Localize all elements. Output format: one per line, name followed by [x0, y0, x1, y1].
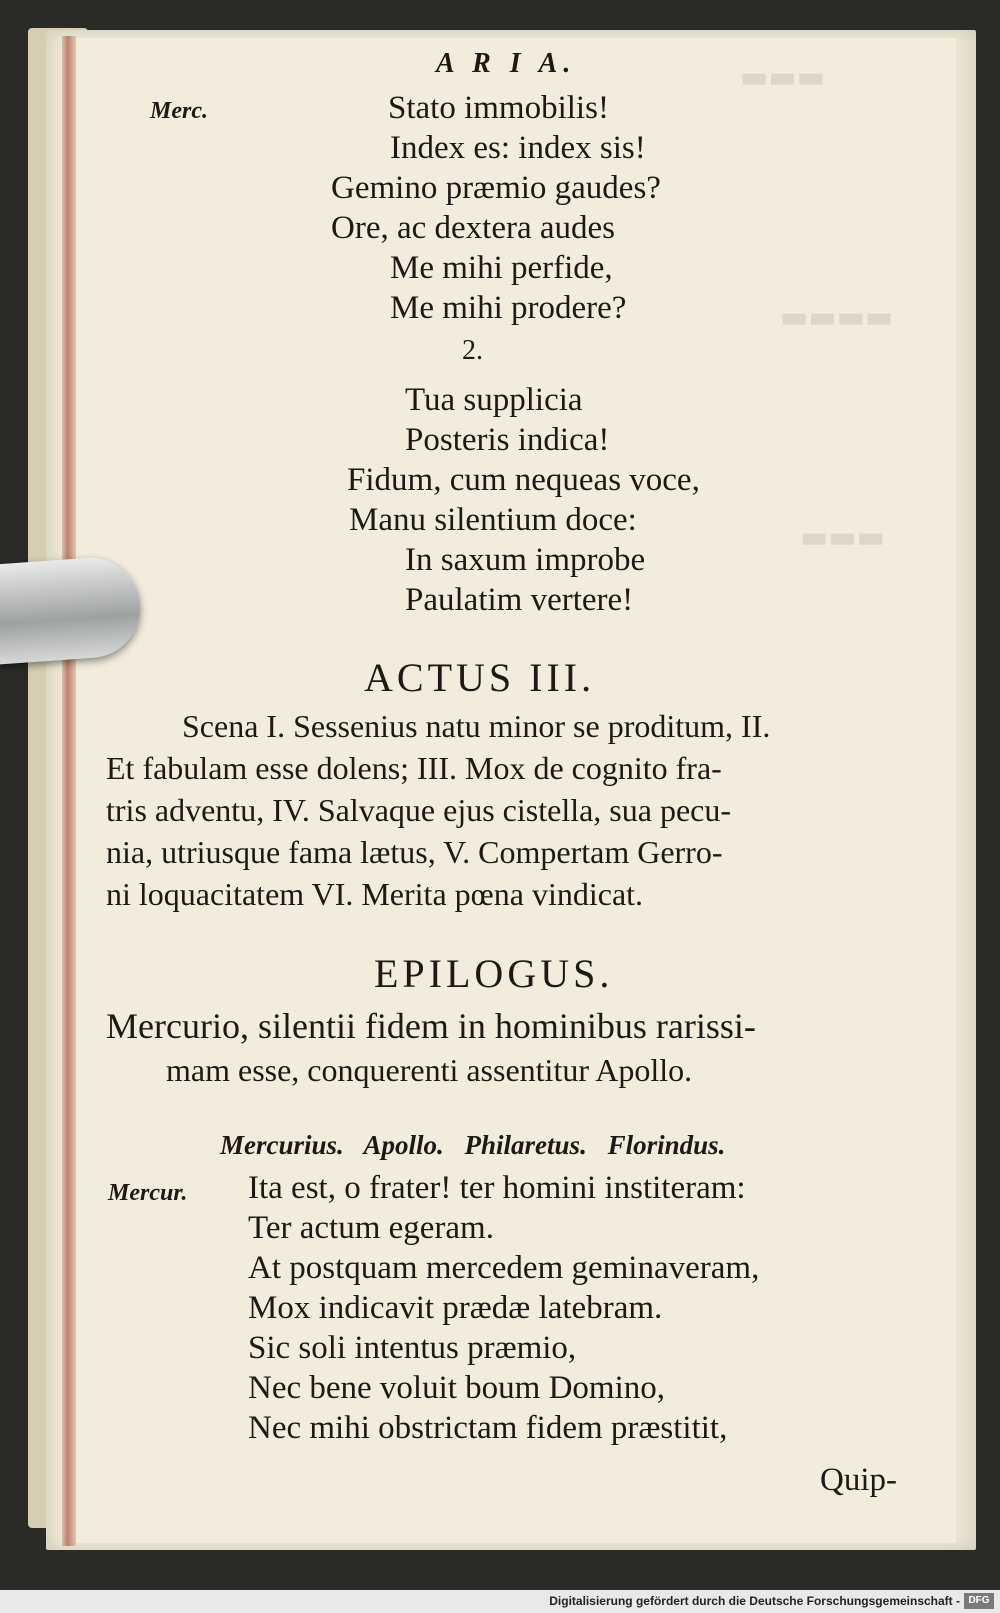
bleed-through: ▬▬▬	[740, 60, 826, 95]
epilogus-line: At postquam mercedem geminaveram,	[248, 1250, 760, 1286]
epilogus-summary-line: mam esse, conquerenti assentitur Apollo.	[166, 1052, 693, 1088]
bleed-through: ▬▬▬▬	[780, 300, 894, 335]
catchword: Quip-	[820, 1462, 897, 1498]
aria-line: Ore, ac dextera audes	[331, 210, 615, 246]
actus-summary-line: Et fabulam esse dolens; III. Mox de cognito fra-	[106, 750, 722, 786]
actus-summary-line: Scena I. Sessenius natu minor se proditum, II.	[182, 708, 771, 744]
aria-line: Paulatim vertere!	[405, 582, 634, 618]
digitization-footer	[0, 1590, 1000, 1613]
epilogus-line: Nec mihi obstrictam fidem præstitit,	[248, 1410, 728, 1446]
aria-line: Gemino præmio gaudes?	[331, 170, 661, 206]
aria-line: Me mihi prodere?	[390, 290, 627, 326]
aria-line: Manu silentium doce:	[349, 502, 637, 538]
aria-line: Me mihi perfide,	[390, 250, 613, 286]
aria-line: In saxum improbe	[405, 542, 646, 578]
epilogus-line: Ita est, o frater! ter homini institeram:	[248, 1170, 746, 1206]
aria-line: Posteris indica!	[405, 422, 610, 458]
dramatis-personae: Mercurius. Apollo. Philaretus. Florindus.	[220, 1130, 726, 1160]
aria-line: Index es: index sis!	[390, 130, 646, 166]
actus-summary-line: nia, utriusque fama lætus, V. Compertam Gerro-	[106, 834, 723, 870]
actus-summary-line: ni loquacitatem VI. Merita pœna vindicat.	[106, 876, 644, 912]
dfg-logo-icon: DFG	[964, 1593, 994, 1609]
stanza-number: 2.	[462, 335, 483, 366]
epilogus-line: Mox indicavit prædæ latebram.	[248, 1290, 663, 1326]
aria-line: Stato immobilis!	[388, 90, 609, 126]
page-red-edge	[62, 36, 76, 1546]
aria-heading: A R I A.	[436, 48, 577, 79]
aria-line: Fidum, cum nequeas voce,	[347, 462, 700, 498]
actus-summary-line: tris adventu, IV. Salvaque ejus cistella, sua pecu-	[106, 792, 732, 828]
footer-credit: Digitalisierung gefördert durch die Deutsche Forschungsgemeinschaft -	[549, 1594, 960, 1608]
bleed-through: ▬▬▬	[800, 520, 886, 555]
epilogus-title: EPILOGUS.	[374, 951, 614, 996]
epilogus-line: Nec bene voluit boum Domino,	[248, 1370, 666, 1406]
epilogus-line: Ter actum egeram.	[248, 1210, 494, 1246]
aria-speaker: Merc.	[150, 98, 208, 124]
epilogus-summary-line: Mercurio, silentii fidem in hominibus rarissi-	[106, 1006, 756, 1046]
epilogus-speaker: Mercur.	[108, 1180, 188, 1206]
actus-title: ACTUS III.	[364, 655, 596, 700]
epilogus-line: Sic soli intentus præmio,	[248, 1330, 577, 1366]
aria-line: Tua supplicia	[405, 382, 583, 418]
